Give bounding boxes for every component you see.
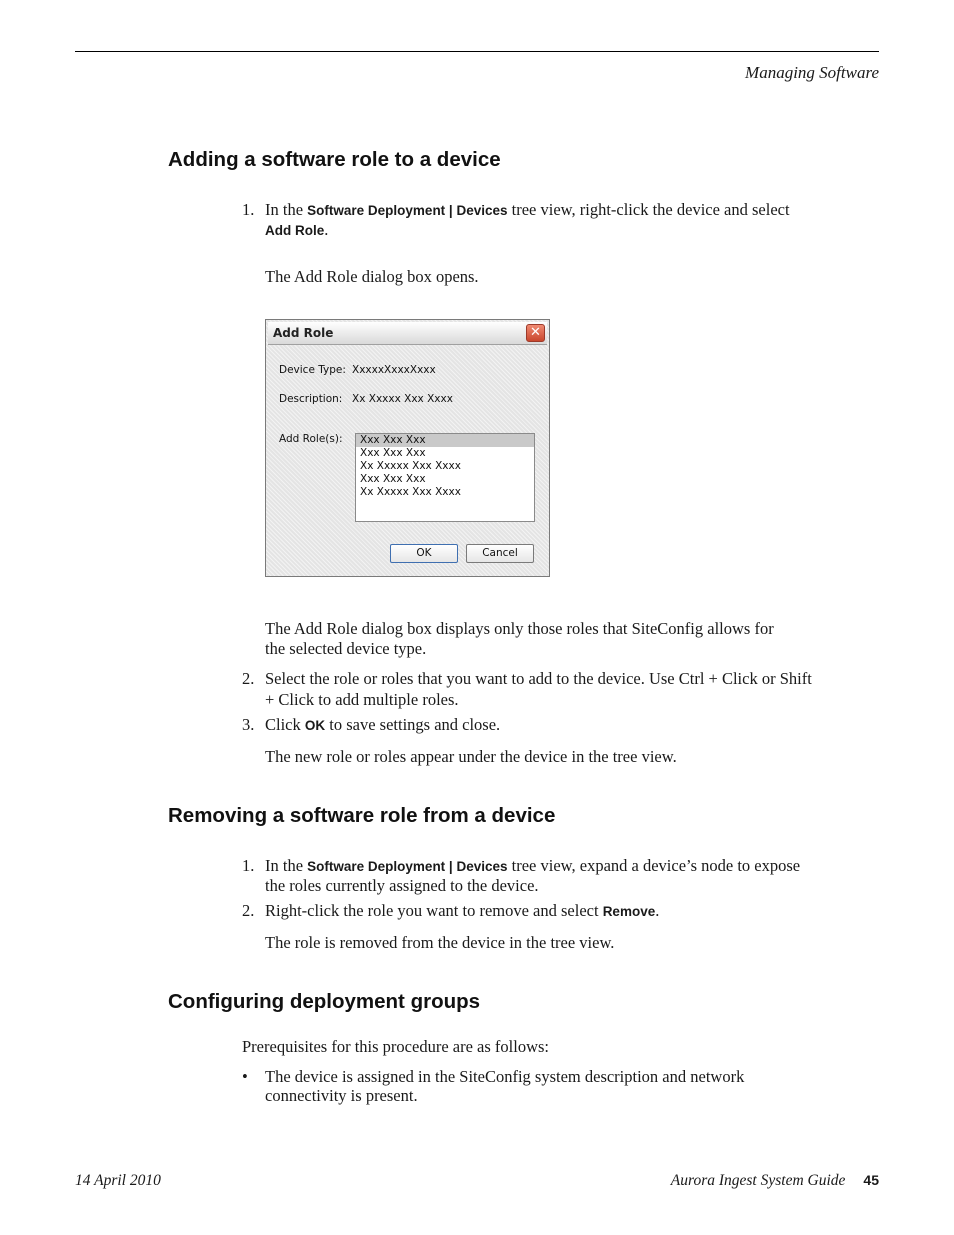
- close-icon[interactable]: ✕: [526, 324, 545, 342]
- footer-right: [671, 1172, 879, 1190]
- ui-reference: OK: [304, 718, 326, 733]
- step1-text-line2: the roles currently assigned to the device.: [265, 876, 539, 895]
- header-rule: [75, 51, 879, 52]
- footer-date: 14 April 2010: [75, 1172, 161, 1189]
- ui-reference: Software Deployment | Devices: [307, 203, 508, 218]
- section-heading-deployment-groups: Configuring deployment groups: [168, 990, 481, 1013]
- step3-text: Click OK to save settings and close.: [265, 715, 501, 734]
- step2-text-line2: + Click to add multiple roles.: [265, 690, 459, 709]
- intro-text: Prerequisites for this procedure are as follows:: [242, 1037, 549, 1056]
- description-value: Xx Xxxxx Xxx Xxxx: [352, 393, 453, 405]
- result-text: The role is removed from the device in the tree view.: [265, 933, 615, 952]
- add-role-dialog: [265, 319, 550, 577]
- step1-text: In the Software Deployment | Devices tree view, expand a device’s node to expose: [265, 856, 801, 875]
- page-number: 45: [863, 1172, 879, 1188]
- roles-listbox[interactable]: [355, 433, 535, 522]
- description-label: Description:: [279, 393, 343, 405]
- bullet-text: The device is assigned in the SiteConfig system description and network: [265, 1067, 745, 1086]
- dialog-titlebar: [268, 322, 547, 345]
- step1-text: In the Software Deployment | Devices tree view, right-click the device and select: [265, 200, 790, 219]
- dialog-opens-text: The Add Role dialog box opens.: [265, 267, 479, 286]
- dialog-title: Add Role: [273, 326, 334, 340]
- ui-reference: Software Deployment | Devices: [307, 859, 508, 874]
- step-number: 2.: [242, 901, 255, 920]
- step-number: 2.: [242, 669, 255, 688]
- bullet: •: [242, 1067, 248, 1086]
- list-item[interactable]: Xx Xxxxx Xxx Xxxx: [360, 486, 461, 498]
- after-dialog-text-line2: the selected device type.: [265, 639, 427, 658]
- section-heading-removing-role: Removing a software role from a device: [168, 804, 556, 827]
- ok-button[interactable]: OK: [390, 544, 458, 563]
- step-number: 1.: [242, 856, 255, 875]
- add-roles-label: Add Role(s):: [279, 433, 343, 445]
- bullet-text-line2: connectivity is present.: [265, 1086, 418, 1105]
- list-item[interactable]: Xxx Xxx Xxx: [360, 447, 426, 459]
- step1-text-line2: Add Role.: [265, 220, 329, 239]
- list-item[interactable]: Xx Xxxxx Xxx Xxxx: [360, 460, 461, 472]
- step2-text: Right-click the role you want to remove and select Remove.: [265, 901, 660, 920]
- after-dialog-text: The Add Role dialog box displays only those roles that SiteConfig allows for: [265, 619, 774, 638]
- device-type-value: XxxxxXxxxXxxx: [352, 364, 436, 376]
- footer-guide-title: Aurora Ingest System Guide: [670, 1172, 846, 1189]
- step-number: 3.: [242, 715, 255, 734]
- step-number: 1.: [242, 200, 255, 219]
- step2-text: Select the role or roles that you want to add to the device. Use Ctrl + Click or Shift: [265, 669, 812, 688]
- section-heading-adding-role: Adding a software role to a device: [168, 148, 501, 171]
- running-head: Managing Software: [745, 63, 879, 82]
- list-item[interactable]: Xxx Xxx Xxx: [356, 434, 534, 447]
- result-text: The new role or roles appear under the device in the tree view.: [265, 747, 677, 766]
- list-item[interactable]: Xxx Xxx Xxx: [360, 473, 426, 485]
- ui-reference: Remove: [602, 904, 656, 919]
- ui-reference: Add Role: [265, 223, 325, 238]
- device-type-label: Device Type:: [279, 364, 346, 376]
- cancel-button[interactable]: Cancel: [466, 544, 534, 563]
